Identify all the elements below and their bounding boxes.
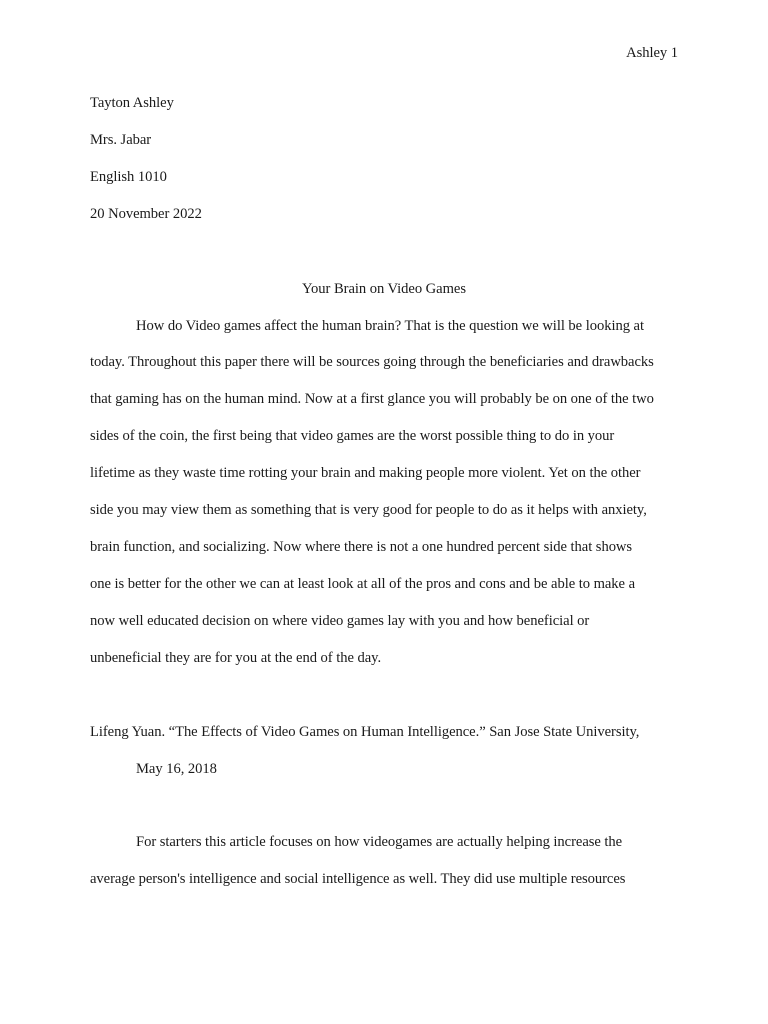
author-name: Tayton Ashley	[90, 95, 174, 111]
course-name: English 1010	[90, 169, 167, 185]
paragraph-line: one is better for the other we can at least look at all of the pros and cons and be able to make a	[90, 576, 636, 592]
paragraph-line: How do Video games affect the human brain? That is the question we will be looking at	[136, 318, 644, 334]
paragraph-line: lifetime as they waste time rotting your brain and making people more violent. Yet on the other	[90, 465, 641, 481]
paragraph-line: that gaming has on the human mind. Now at a first glance you will probably be on one of the two	[90, 391, 654, 407]
instructor-name: Mrs. Jabar	[90, 132, 152, 148]
paper-title: Your Brain on Video Games	[302, 281, 466, 297]
paper-date: 20 November 2022	[90, 206, 202, 222]
paragraph-line: now well educated decision on where video games lay with you and how beneficial or	[90, 613, 590, 629]
paragraph-line: today. Throughout this paper there will be sources going through the beneficiaries and drawbacks	[90, 354, 654, 370]
citation-line-2: May 16, 2018	[136, 761, 217, 777]
paragraph-line: average person's intelligence and social intelligence as well. They did use multiple resources	[90, 871, 626, 887]
citation-line-1: Lifeng Yuan. “The Effects of Video Games on Human Intelligence.” San Jose State University,	[90, 724, 640, 740]
running-head: Ashley 1	[626, 45, 678, 61]
paragraph-line: brain function, and socializing. Now where there is not a one hundred percent side that shows	[90, 539, 633, 555]
paragraph-line: unbeneficial they are for you at the end of the day.	[90, 650, 382, 666]
paragraph-line: sides of the coin, the first being that video games are the worst possible thing to do in your	[90, 428, 615, 444]
paragraph-line: side you may view them as something that is very good for people to do as it helps with anxiety,	[90, 502, 647, 518]
paragraph-line: For starters this article focuses on how videogames are actually helping increase the	[136, 834, 623, 850]
